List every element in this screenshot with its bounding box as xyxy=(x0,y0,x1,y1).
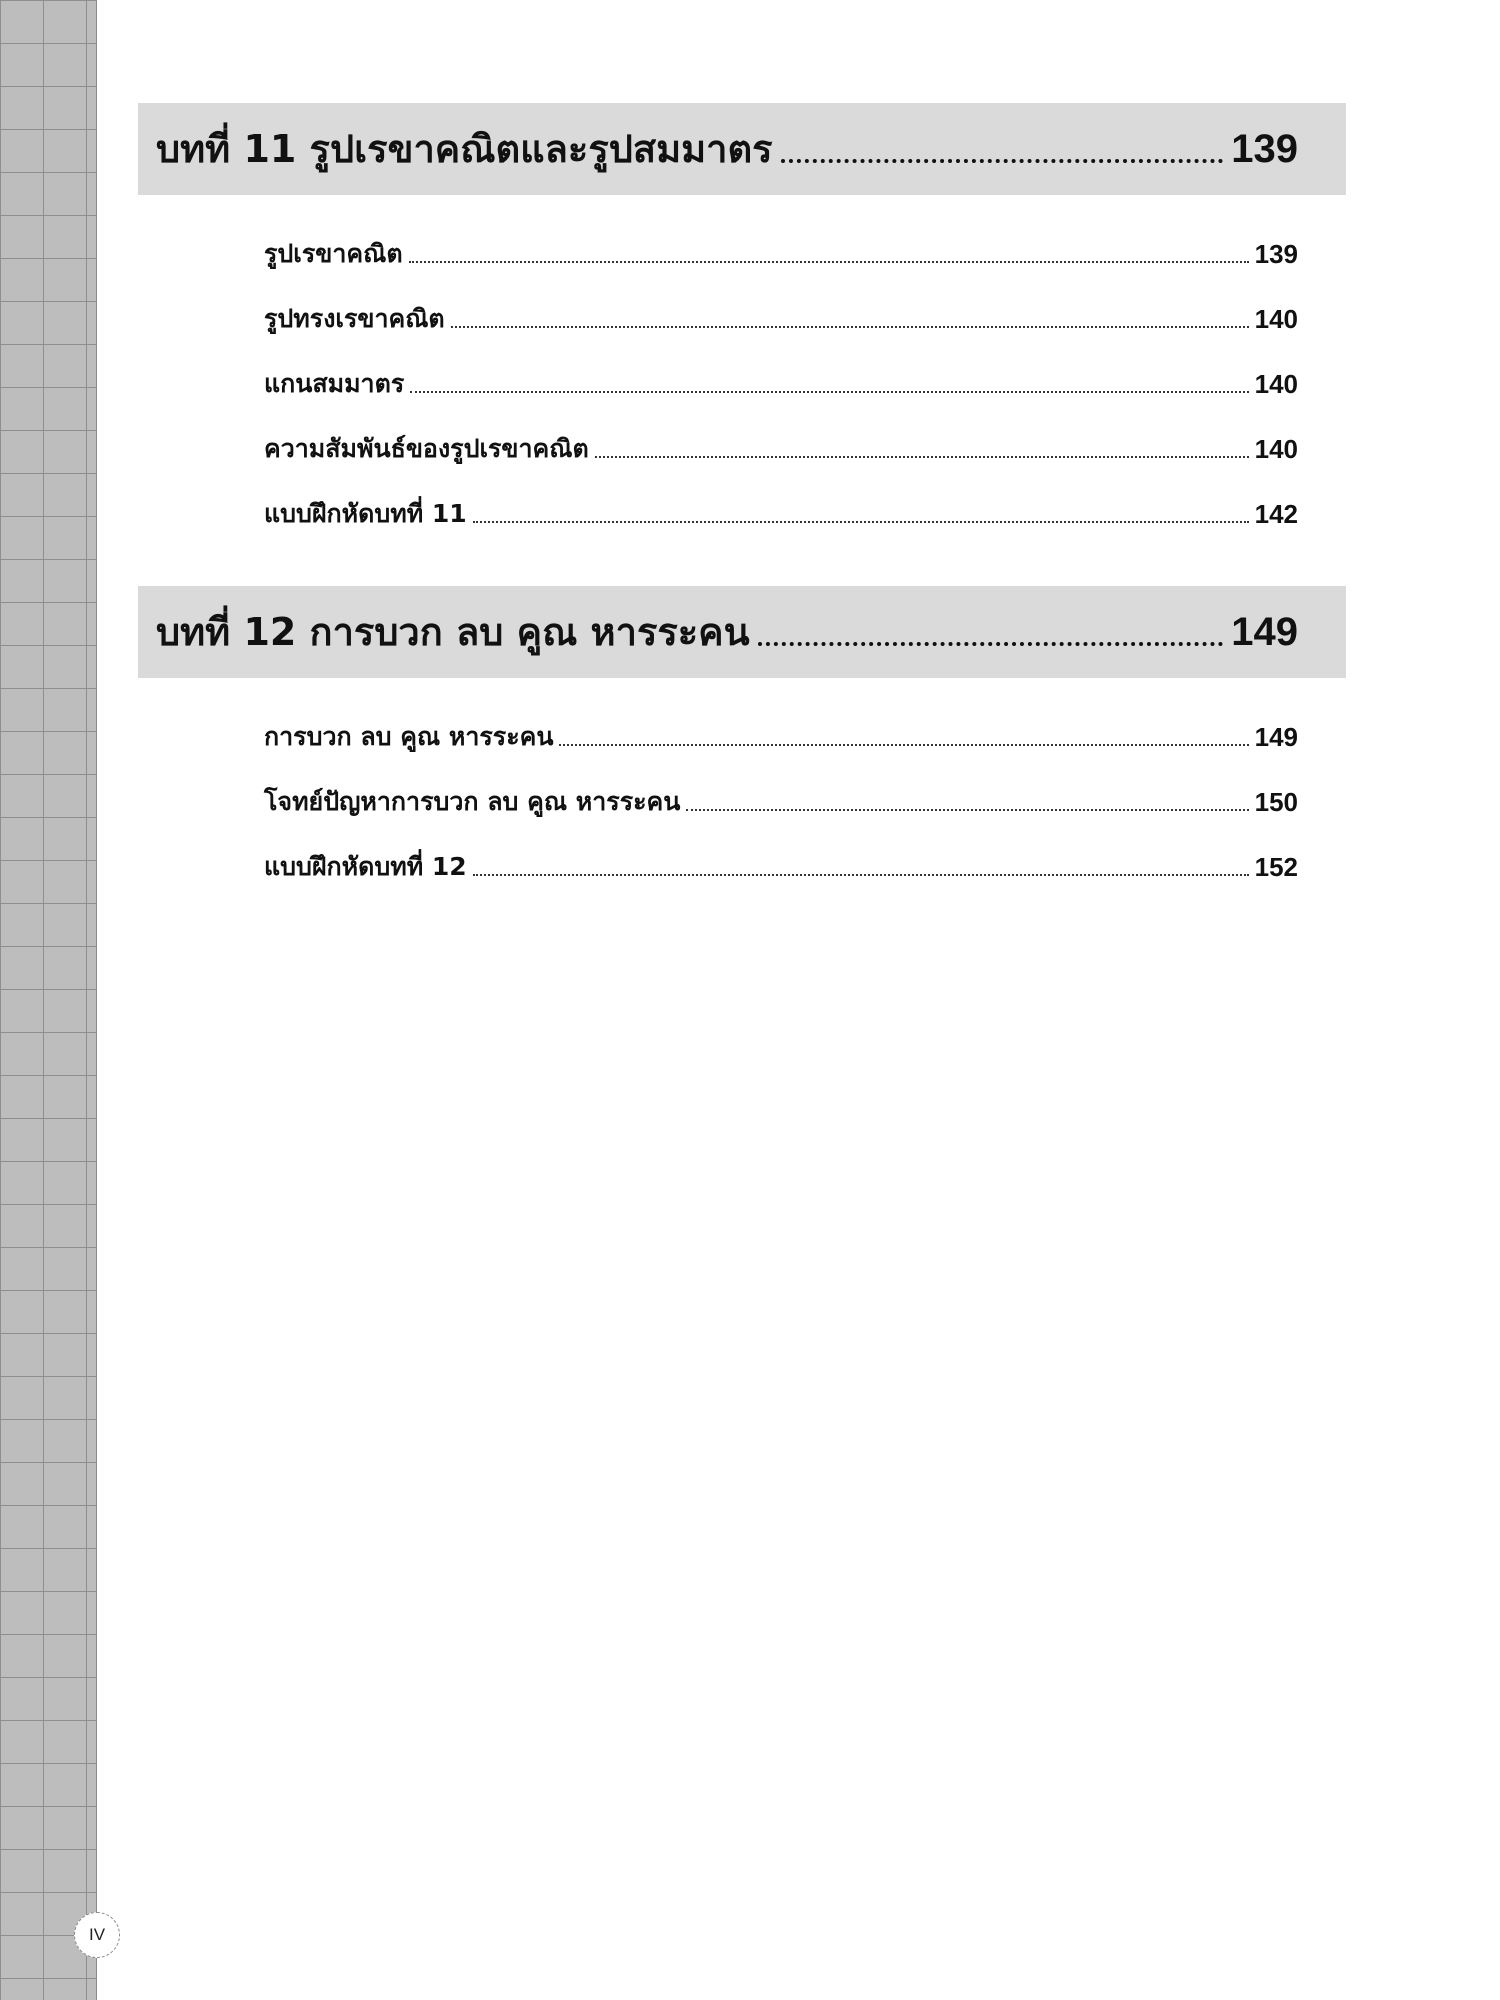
grid-margin-decoration xyxy=(0,0,97,2000)
dot-leader xyxy=(595,456,1249,458)
entry-page-number: 140 xyxy=(1254,368,1298,399)
dot-leader xyxy=(473,521,1249,523)
dot-leader xyxy=(410,391,1248,393)
entry-title: รูปทรงเรขาคณิต xyxy=(264,304,445,333)
entry-page-number: 152 xyxy=(1254,851,1298,882)
chapter-page-number: 139 xyxy=(1231,127,1298,171)
toc-entry[interactable] xyxy=(264,286,1298,351)
entry-title: แกนสมมาตร xyxy=(264,369,405,398)
chapter-page-number: 149 xyxy=(1231,610,1298,654)
toc-entry[interactable] xyxy=(264,416,1298,481)
chapter-title: บทที่ 11 รูปเรขาคณิตและรูปสมมาตร xyxy=(156,127,773,171)
entry-title: รูปเรขาคณิต xyxy=(264,239,403,268)
table-of-contents xyxy=(138,103,1346,939)
page-number: IV xyxy=(74,1912,120,1958)
entry-page-number: 139 xyxy=(1254,238,1298,269)
entry-page-number: 149 xyxy=(1254,721,1298,752)
dot-leader xyxy=(409,261,1249,263)
chapter-heading[interactable] xyxy=(138,586,1346,678)
toc-entry[interactable] xyxy=(264,834,1298,899)
entry-page-number: 150 xyxy=(1254,786,1298,817)
dot-leader xyxy=(473,874,1249,876)
toc-entry[interactable] xyxy=(264,704,1298,769)
chapter-entries xyxy=(138,678,1346,939)
toc-entry[interactable] xyxy=(264,769,1298,834)
entry-title: ความสัมพันธ์ของรูปเรขาคณิต xyxy=(264,434,589,463)
toc-entry[interactable] xyxy=(264,481,1298,546)
dot-leader xyxy=(559,744,1248,746)
entry-title: โจทย์ปัญหาการบวก ลบ คูณ หารระคน xyxy=(264,787,681,816)
entry-page-number: 140 xyxy=(1254,303,1298,334)
chapter-12 xyxy=(138,586,1346,939)
entry-title: แบบฝึกหัดบทที่ 11 xyxy=(264,499,467,528)
chapter-entries xyxy=(138,195,1346,586)
dot-leader xyxy=(781,159,1224,163)
entry-title: การบวก ลบ คูณ หารระคน xyxy=(264,722,554,751)
entry-page-number: 140 xyxy=(1254,433,1298,464)
chapter-title: บทที่ 12 การบวก ลบ คูณ หารระคน xyxy=(156,610,750,654)
dot-leader xyxy=(451,326,1249,328)
toc-entry[interactable] xyxy=(264,351,1298,416)
chapter-11 xyxy=(138,103,1346,586)
dot-leader xyxy=(686,809,1248,811)
dot-leader xyxy=(758,642,1224,646)
entry-title: แบบฝึกหัดบทที่ 12 xyxy=(264,852,467,881)
chapter-heading[interactable] xyxy=(138,103,1346,195)
entry-page-number: 142 xyxy=(1254,498,1298,529)
toc-entry[interactable] xyxy=(264,221,1298,286)
